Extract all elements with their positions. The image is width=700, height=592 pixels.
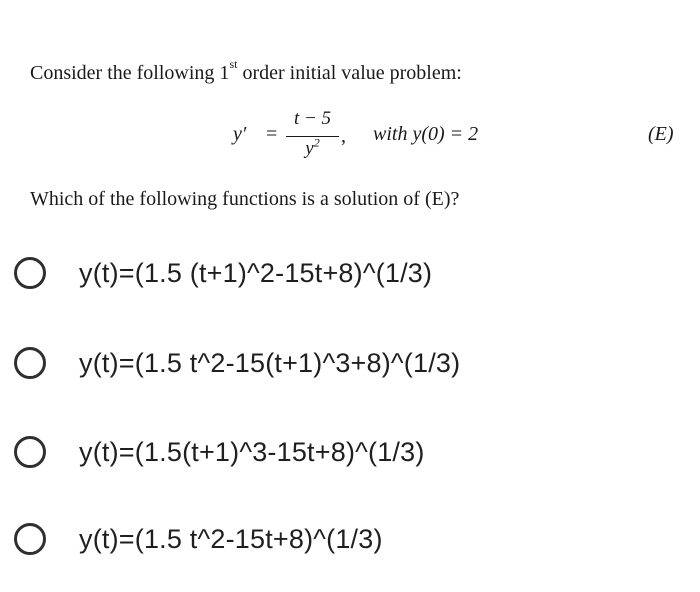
equation-lhs: y′ <box>233 123 247 145</box>
equation-comma: , <box>341 125 346 147</box>
radio-unchecked-icon[interactable] <box>14 257 46 289</box>
fraction-numerator: t − 5 <box>293 108 332 129</box>
initial-condition: with y(0) = 2 <box>373 123 479 145</box>
answer-option-label: y(t)=(1.5 t^2-15t+8)^(1/3) <box>79 523 383 554</box>
question-text: Which of the following functions is a solution of (E)? <box>30 188 460 210</box>
answer-option-label: y(t)=(1.5 t^2-15(t+1)^3+8)^(1/3) <box>79 347 461 378</box>
denominator-exponent: 2 <box>313 135 320 150</box>
intro-superscript: st <box>229 57 238 72</box>
answer-option-4[interactable] <box>14 515 654 563</box>
intro-text-end: order initial value problem: <box>237 62 462 84</box>
radio-unchecked-icon[interactable] <box>14 523 46 555</box>
answer-option-label: y(t)=(1.5 (t+1)^2-15t+8)^(1/3) <box>79 257 433 288</box>
answer-option-1[interactable] <box>14 249 654 297</box>
answer-option-3[interactable] <box>14 428 654 476</box>
denominator-base: y <box>305 138 314 159</box>
answer-option-label: y(t)=(1.5(t+1)^3-15t+8)^(1/3) <box>79 436 425 467</box>
equation-tag: (E) <box>648 123 674 145</box>
equation-equals: = <box>266 123 278 145</box>
intro-text-start: Consider the following 1 <box>30 62 230 84</box>
radio-unchecked-icon[interactable] <box>14 436 46 468</box>
answer-option-2[interactable] <box>14 339 654 387</box>
radio-unchecked-icon[interactable] <box>14 347 46 379</box>
